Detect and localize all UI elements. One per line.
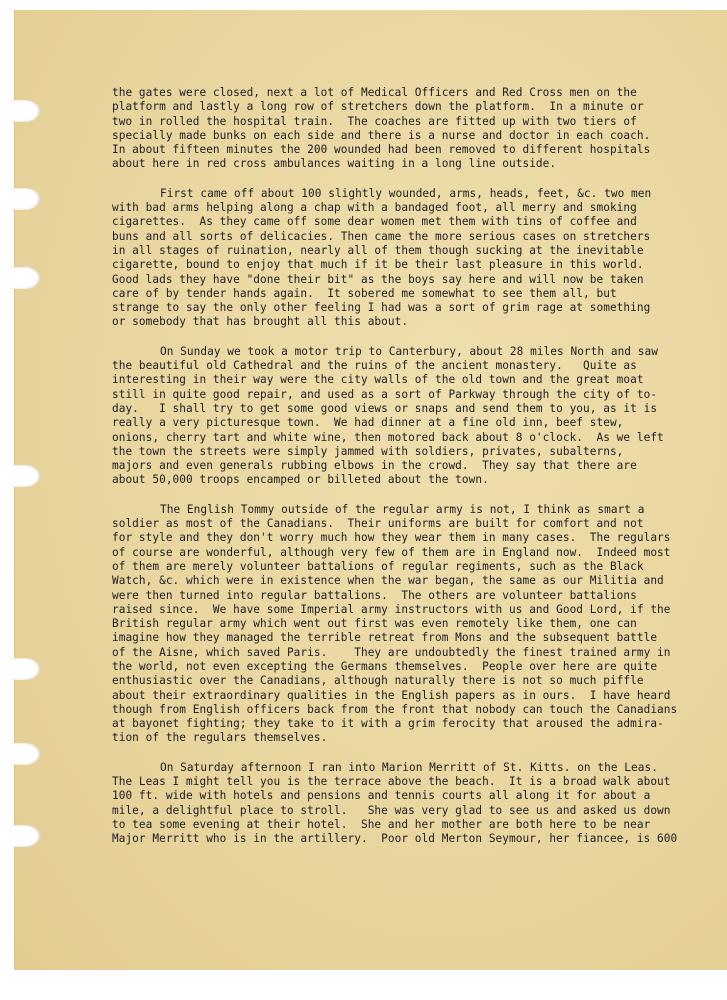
text-line: Good lads they have "done their bit" as the boys say here and will now be taken <box>112 272 644 286</box>
text-line: were then turned into regular battalions. The others are volunteer battalions <box>112 588 637 602</box>
text-line: of the Aisne, which saved Paris. They are undoubtedly the finest trained army in <box>112 645 671 659</box>
text-line: though from English officers back from the front that nobody can touch the Canadians <box>112 702 678 716</box>
text-line: the world, not even excepting the Germans themselves. People over here are quite <box>112 659 658 673</box>
binder-hole <box>11 658 41 680</box>
text-line: to tea some evening at their hotel. She and her mother are both here to be near <box>112 817 651 831</box>
text-line: Major Merritt who is in the artillery. Poor old Merton Seymour, her fiancee, is 600 <box>112 832 678 846</box>
binder-hole <box>11 825 41 847</box>
text-line: about 50,000 troops encamped or billeted about the town. <box>112 473 489 487</box>
text-line: raised since. We have some Imperial army instructors with us and Good Lord, if the <box>112 602 671 616</box>
text-line: In about fifteen minutes the 200 wounded had been removed to different hospitals <box>112 143 651 157</box>
binder-hole <box>11 188 41 210</box>
text-line: On Sunday we took a motor trip to Canterbury, about 28 miles North and saw <box>160 344 658 358</box>
text-line: at bayonet fighting; they take to it with a grim ferocity that aroused the admira- <box>112 717 664 731</box>
text-line: Watch, &c. which were in existence when the war began, the same as our Militia and <box>112 574 664 588</box>
binder-hole <box>11 100 41 122</box>
text-line: platform and lastly a long row of stretchers down the platform. In a minute or <box>112 100 644 114</box>
text-line: about their extraordinary qualities in the English papers as in ours. I have heard <box>112 688 671 702</box>
text-line: still in quite good repair, and used as a sort of Parkway through the city of to- <box>112 387 658 401</box>
binder-hole <box>11 465 41 487</box>
text-line: The English Tommy outside of the regular army is not, I think as smart a <box>160 502 645 516</box>
text-line: 100 ft. wide with hotels and pensions and tennis courts all along it for about a <box>112 789 651 803</box>
text-line: enthusiastic over the Canadians, although naturally there is not so much piffle <box>112 674 644 688</box>
text-line: British regular army which went out first was even remotely like them, one can <box>112 617 637 631</box>
text-line: in all stages of ruination, nearly all of them though sucking at the inevitable <box>112 243 644 257</box>
text-line: specially made bunks on each side and there is a nurse and doctor in each coach. <box>112 128 651 142</box>
text-line: majors and even generals rubbing elbows in the crowd. They say that there are <box>112 459 637 473</box>
text-line: care of by tender hands again. It sobered me somewhat to see them all, but <box>112 286 617 300</box>
paragraph <box>112 503 716 746</box>
paragraph <box>112 86 716 172</box>
text-line: mile, a delightful place to stroll. She was very glad to see us and asked us down <box>112 803 671 817</box>
text-line: really a very picturesque town. We had dinner at a fine old inn, beef stew, <box>112 416 624 430</box>
text-line: On Saturday afternoon I ran into Marion Merritt of St. Kitts. on the Leas. <box>160 760 658 774</box>
binder-hole <box>11 743 41 765</box>
text-line: onions, cherry tart and white wine, then motored back about 8 o'clock. As we left <box>112 430 664 444</box>
text-line: with bad arms helping along a chap with a bandaged foot, all merry and smoking <box>112 201 637 215</box>
text-line: of them are merely volunteer battalions of regular regiments, such as the Black <box>112 559 644 573</box>
paragraph <box>112 761 716 847</box>
text-line: of course are wonderful, although very few of them are in England now. Indeed most <box>112 545 671 559</box>
text-line: cigarettes. As they came off some dear women met them with tins of coffee and <box>112 215 637 229</box>
text-line: the town the streets were simply jammed with soldiers, privates, subalterns, <box>112 444 624 458</box>
text-line: soldier as most of the Canadians. Their uniforms are built for comfort and not <box>112 517 644 531</box>
text-line: strange to say the only other feeling I had was a sort of grim rage at something <box>112 301 651 315</box>
text-line: interesting in their way were the city walls of the old town and the great moat <box>112 373 644 387</box>
text-line: the gates were closed, next a lot of Medical Officers and Red Cross men on the <box>112 86 637 99</box>
letter-text <box>112 86 716 862</box>
text-line: about here in red cross ambulances waiting in a long line outside. <box>112 157 557 171</box>
binder-hole <box>11 267 41 289</box>
text-line: the beautiful old Cathedral and the ruins of the ancient monastery. Quite as <box>112 359 637 373</box>
text-line: First came off about 100 slightly wounded, arms, heads, feet, &c. two men <box>160 186 652 200</box>
text-line: tion of the regulars themselves. <box>112 731 328 745</box>
paragraph <box>112 345 716 488</box>
paragraph <box>112 187 716 330</box>
text-line: two in rolled the hospital train. The coaches are fitted up with two tiers of <box>112 114 637 128</box>
text-line: imagine how they managed the terrible retreat from Mons and the subsequent battle <box>112 631 658 645</box>
text-line: buns and all sorts of delicacies. Then came the more serious cases on stretchers <box>112 229 651 243</box>
text-line: day. I shall try to get some good views or snaps and send them to you, as it is <box>112 401 658 415</box>
text-line: for style and they don't worry much how they wear them in many cases. The regulars <box>112 531 671 545</box>
text-line: or somebody that has brought all this about. <box>112 315 409 329</box>
text-line: cigarette, bound to enjoy that much if it be their last pleasure in this world. <box>112 258 644 272</box>
text-line: The Leas I might tell you is the terrace above the beach. It is a broad walk about <box>112 775 671 789</box>
